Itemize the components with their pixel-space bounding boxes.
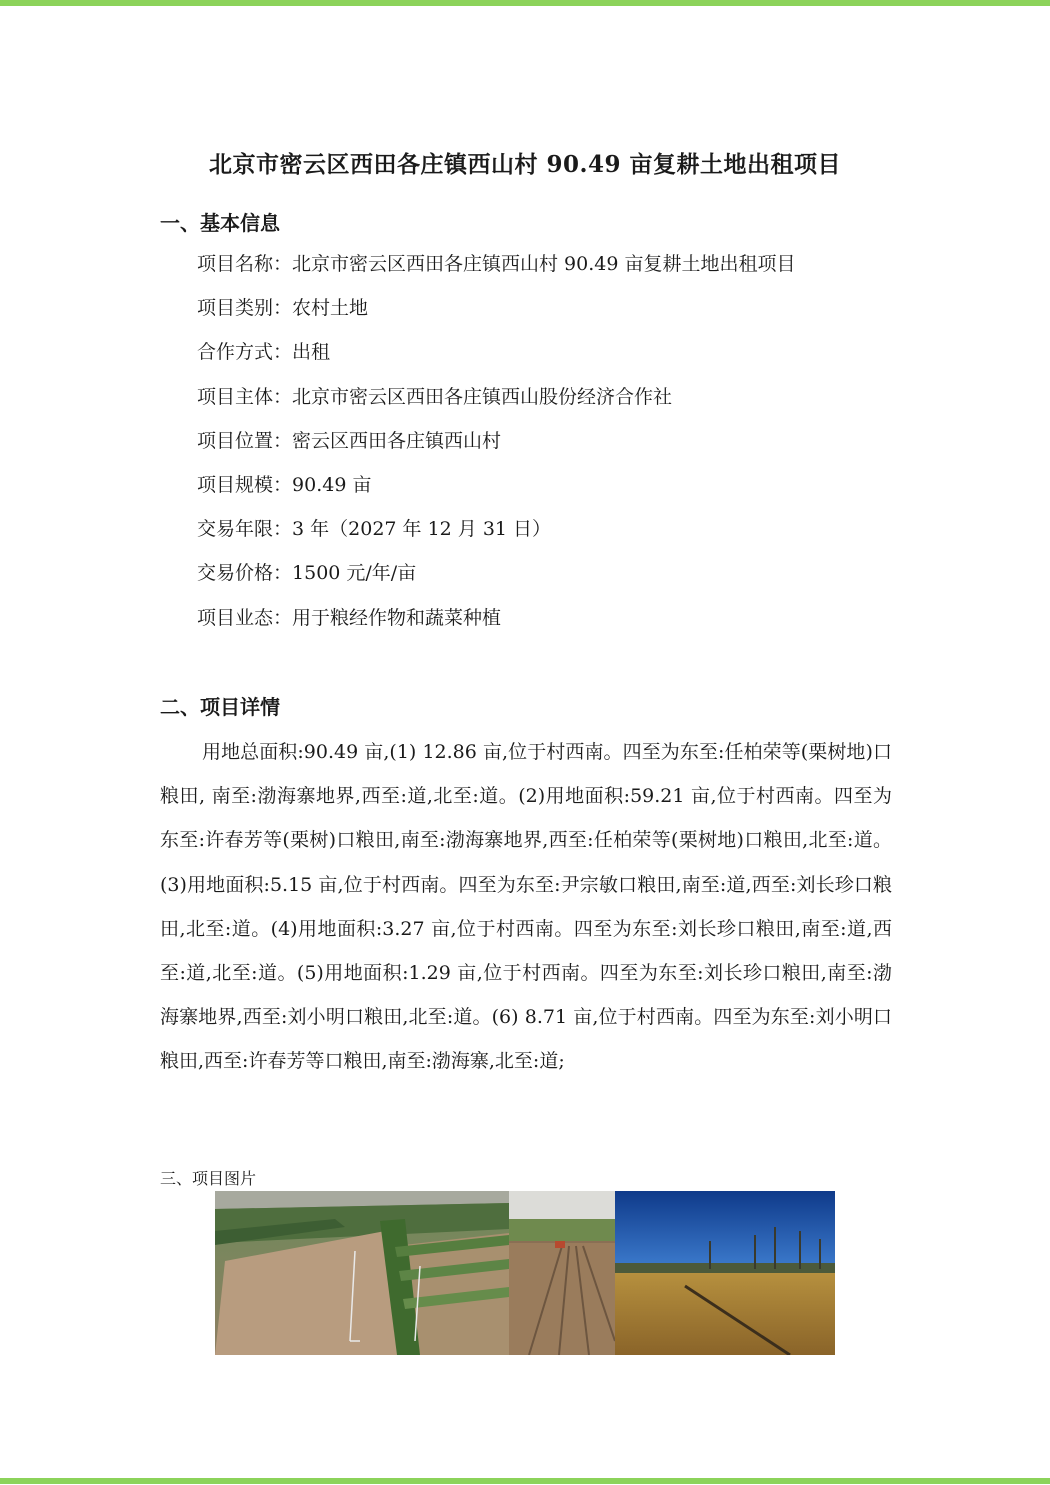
info-value: 密云区西田各庄镇西山村: [292, 429, 502, 452]
info-value: 农村土地: [292, 297, 369, 320]
info-row-project-name: [197, 250, 897, 294]
section-heading-project-details: 二、项目详情: [160, 695, 280, 719]
info-row-cooperation-mode: [197, 338, 897, 382]
tractor-field-photo: [509, 1191, 615, 1355]
info-row-trade-price: [197, 559, 897, 603]
info-row-project-scale: [197, 471, 897, 515]
info-value: 3 年（2027 年 12 月 31 日）: [292, 518, 552, 541]
info-label: 项目业态：: [197, 606, 293, 629]
info-row-project-location: [197, 427, 897, 471]
section-heading-project-photos: 三、项目图片: [160, 1169, 257, 1188]
info-label: 合作方式：: [197, 341, 293, 364]
info-row-project-owner: [197, 383, 897, 427]
info-label: 项目类别：: [197, 297, 293, 320]
project-photos: [215, 1191, 835, 1355]
info-value: 北京市密云区西田各庄镇西山股份经济合作社: [292, 385, 673, 408]
info-value: 1500 元/年/亩: [292, 562, 417, 585]
page-title: 北京市密云区西田各庄镇西山村 90.49 亩复耕土地出租项目: [208, 151, 842, 178]
basic-info-list: [197, 250, 897, 648]
info-value: 用于粮经作物和蔬菜种植: [292, 606, 502, 629]
top-accent-bar: [0, 0, 1050, 6]
info-value: 出租: [292, 341, 331, 364]
info-row-trade-term: [197, 515, 897, 559]
bottom-accent-bar: [0, 1478, 1050, 1484]
info-row-project-category: [197, 294, 897, 338]
info-label: 项目规模：: [197, 473, 293, 496]
info-value: 北京市密云区西田各庄镇西山村 90.49 亩复耕土地出租项目: [292, 253, 796, 275]
section-heading-basic-info: 一、基本信息: [160, 211, 280, 235]
open-field-blue-sky-photo: [615, 1191, 835, 1355]
info-label: 项目主体：: [197, 385, 293, 408]
info-value: 90.49 亩: [292, 473, 372, 496]
info-row-project-format: [197, 604, 897, 648]
aerial-farmland-photo: [215, 1191, 509, 1355]
project-details-paragraph: 用地总面积:90.49 亩,(1) 12.86 亩,位于村西南。四至为东至:任柏荣等(栗树地)口粮田, 南至:渤海寨地界,西至:道,北至:道。(2)用地面积:59.21 亩,位于村西南。四至为东至:许春芳等(栗树)口粮田,南至:渤海寨地界,西至:任柏荣等(栗树地)口粮田,北至:道。(3)用地面积:5.15 亩,位于村西南。四至为东至:尹宗敏口粮田,南至:道,西至:刘长珍口粮田,北至:道。(4)用地面积:3.27 亩,位于村西南。四至为东至:刘长珍口粮田,南至:道,西至:道,北至:道。(5)用地面积:1.29 亩,位于村西南。四至为东至:刘长珍口粮田,南至:渤海寨地界,西至:刘小明口粮田,北至:道。(6) 8.71 亩,位于村西南。四至为东至:刘小明口粮田,西至:许春芳等口粮田,南至:渤海寨,北至:道;: [160, 741, 892, 1073]
info-label: 交易年限：: [197, 518, 293, 541]
info-label: 交易价格：: [197, 562, 293, 585]
info-label: 项目名称：: [197, 253, 293, 275]
info-label: 项目位置：: [197, 429, 293, 452]
